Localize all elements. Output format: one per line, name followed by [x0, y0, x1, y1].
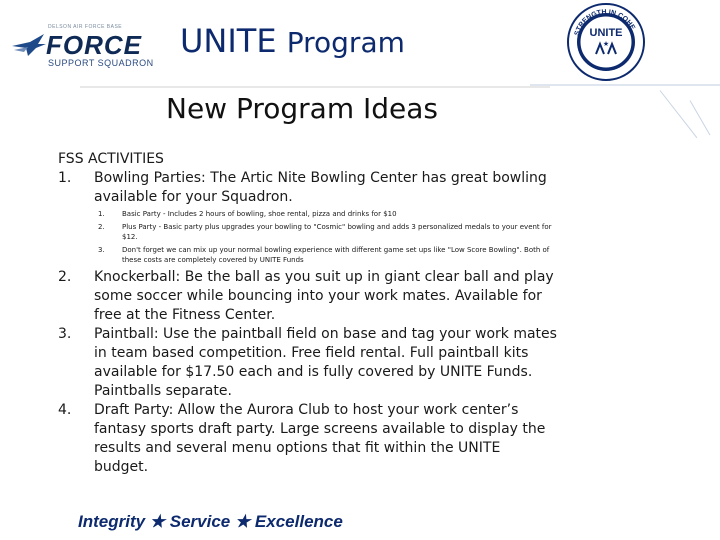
subtitle: New Program Ideas: [166, 92, 439, 125]
list-item: [58, 401, 558, 477]
header-divider: [80, 86, 550, 88]
jet-icon: [10, 30, 48, 60]
sub-number: 2.: [98, 223, 105, 231]
sub-number: 3.: [98, 246, 105, 254]
svg-text:★: ★: [602, 40, 610, 48]
decorative-line: [690, 100, 711, 135]
logo-support-text: SUPPORT SQUADRON: [48, 58, 154, 68]
sub-item: [98, 245, 558, 265]
list-item: [58, 268, 558, 325]
list-text: Bowling Parties: The Artic Nite Bowling Center has great bowling available for your Squadron.: [94, 170, 547, 205]
sub-number: 1.: [98, 210, 105, 218]
force-support-logo: [10, 24, 160, 68]
section-label: FSS ACTIVITIES: [58, 151, 164, 167]
sub-text: Plus Party - Basic party plus upgrades your bowling to "Cosmic" bowling and adds 3 personalized medals to your event for $12.: [122, 223, 552, 241]
badge-unite-text: UNITE: [589, 27, 623, 39]
decorative-line: [660, 90, 698, 138]
badge-motto: STRENGTH IN COHE: [573, 8, 636, 37]
list-text: Draft Party: Allow the Aurora Club to host your work center’s fantasy sports draft party. Large screens available to display the results and several menu options that fit within the UNITE budget.: [94, 402, 546, 475]
sub-item: [98, 222, 558, 242]
sub-text: Don't forget we can mix up your normal bowling experience with different game set ups like "Low Score Bowling". Both of these costs are completely covered by UNITE Funds: [122, 246, 550, 264]
title-unite: UNITE: [180, 22, 277, 60]
header-divider-right: [530, 84, 720, 86]
list-number: 1.: [58, 170, 72, 186]
activities-content: [58, 150, 558, 477]
sub-list: [98, 209, 558, 265]
sub-text: Basic Party - Includes 2 hours of bowling, shoe rental, pizza and drinks for $10: [122, 210, 397, 218]
unite-badge-icon: [566, 2, 646, 82]
sub-item: [98, 209, 558, 219]
logo-force-word: FORCE: [46, 30, 142, 60]
list-item: [58, 169, 558, 207]
list-number: 4.: [58, 402, 72, 418]
list-text: Paintball: Use the paintball field on base and tag your work mates in team based competition. Free field rental. Full paintball kits available for $17.50 each and is fully covered by UNITE Funds. Paintballs separate.: [94, 326, 557, 399]
page-title: [180, 22, 405, 60]
list-text: Knockerball: Be the ball as you suit up in giant clear ball and play some soccer while bouncing into your work mates. Available for free at the Fitness Center.: [94, 269, 554, 323]
list-number: 2.: [58, 269, 72, 285]
logo-top-text: DELSON AIR FORCE BASE: [48, 24, 123, 30]
footer-motto: Integrity ★ Service ★ Excellence: [78, 512, 343, 531]
list-number: 3.: [58, 326, 72, 342]
title-program: Program: [286, 26, 405, 59]
list-item: [58, 325, 558, 401]
